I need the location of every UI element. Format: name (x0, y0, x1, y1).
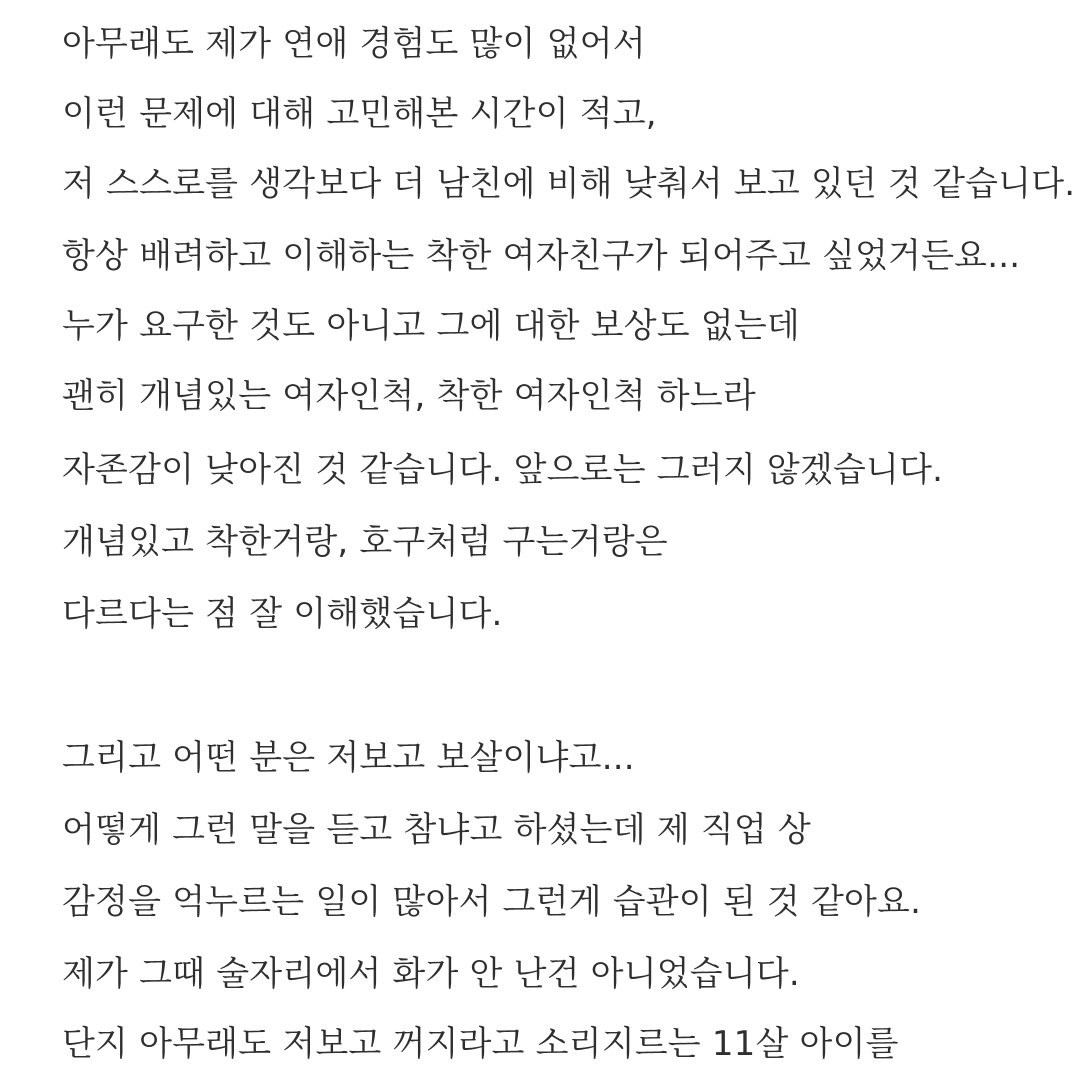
text-line: 그리고 어떤 분은 저보고 보살이냐고... (62, 738, 635, 778)
text-line: 제가 그때 술자리에서 화가 안 난건 아니었습니다. (62, 954, 800, 994)
text-line: 누가 요구한 것도 아니고 그에 대한 보상도 없는데 (62, 306, 800, 346)
text-line: 자존감이 낮아진 것 같습니다. 앞으로는 그러지 않겠습니다. (62, 450, 944, 490)
text-line: 단지 아무래도 저보고 꺼지라고 소리지르는 11살 아이를 (62, 1024, 899, 1064)
text-line: 어떻게 그런 말을 듣고 참냐고 하셨는데 제 직업 상 (62, 810, 811, 850)
text-line: 감정을 억누르는 일이 많아서 그런게 습관이 된 것 같아요. (62, 882, 922, 922)
text-line: 괜히 개념있는 여자인척, 착한 여자인척 하느라 (62, 376, 756, 416)
text-line: 저 스스로를 생각보다 더 남친에 비해 낮춰서 보고 있던 것 같습니다. (62, 164, 1076, 204)
text-line: 이런 문제에 대해 고민해본 시간이 적고, (62, 94, 657, 134)
text-line: 아무래도 제가 연애 경험도 많이 없어서 (62, 24, 646, 64)
text-line: 개념있고 착한거랑, 호구처럼 구는거랑은 (62, 522, 668, 562)
text-line: 항상 배려하고 이해하는 착한 여자친구가 되어주고 싶었거든요... (62, 236, 1021, 276)
text-line: 다르다는 점 잘 이해했습니다. (62, 594, 503, 634)
